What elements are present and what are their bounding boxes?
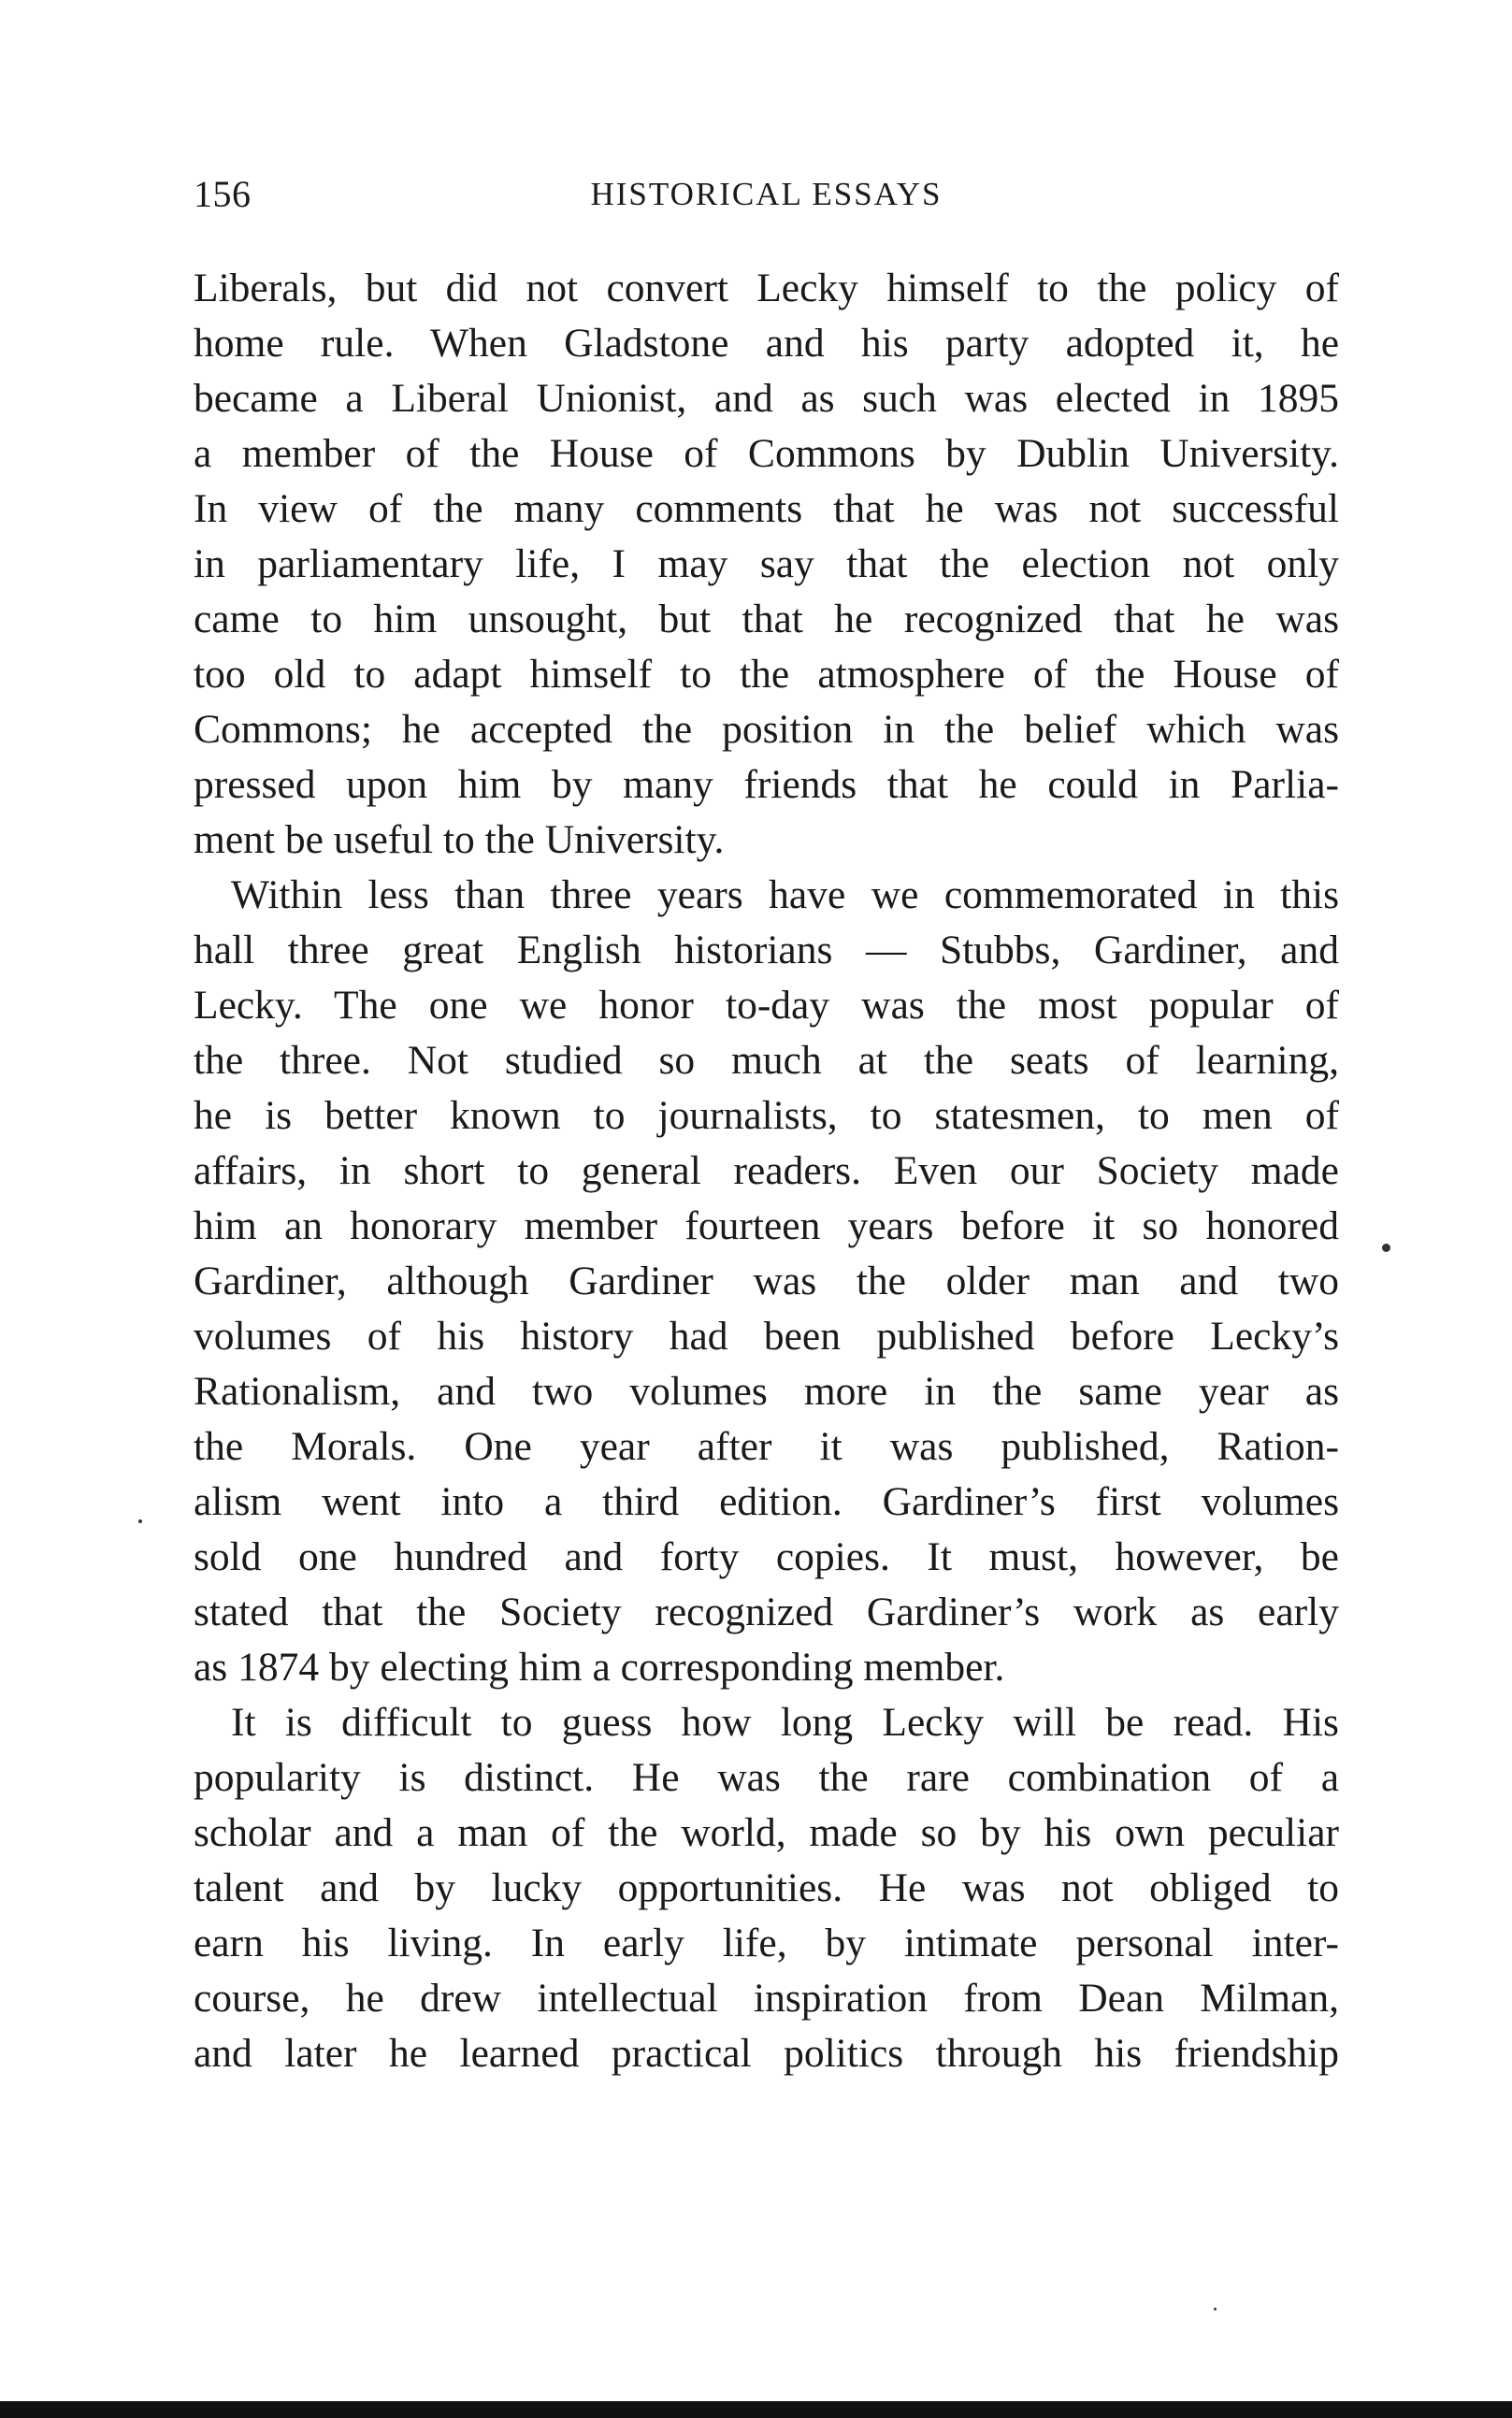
body-text <box>194 261 1339 2081</box>
paragraph-2 <box>194 868 1339 1695</box>
text-line: scholar and a man of the world, made so by his own peculiar <box>194 1810 1339 1855</box>
text-line: earn his living. In early life, by intimate personal inter- <box>194 1921 1339 1965</box>
text-line: became a Liberal Unionist, and as such was elected in 1895 <box>194 376 1339 421</box>
paragraph-1 <box>194 261 1339 868</box>
text-line: Lecky. The one we honor to-day was the most popular of <box>194 983 1339 1028</box>
text-line: he is better known to journalists, to statesmen, to men of <box>194 1093 1339 1138</box>
text-line: hall three great English historians — Stubbs, Gardiner, and <box>194 928 1339 972</box>
text-line: Within less than three years have we commemorated in this <box>231 872 1339 917</box>
text-line: Rationalism, and two volumes more in the same year as <box>194 1369 1339 1414</box>
text-line: a member of the House of Commons by Dublin University. <box>194 431 1339 476</box>
bottom-scan-edge <box>0 2401 1512 2418</box>
paragraph-3 <box>194 1695 1339 2081</box>
text-line: him an honorary member fourteen years before it so honored <box>194 1203 1339 1248</box>
page-number: 156 <box>194 173 252 215</box>
text-line: sold one hundred and forty copies. It must, however, be <box>194 1534 1339 1579</box>
text-line: the three. Not studied so much at the seats of learning, <box>194 1038 1339 1083</box>
text-line: ment be useful to the University. <box>194 817 725 862</box>
text-line: stated that the Society recognized Gardiner’s work as early <box>194 1590 1339 1634</box>
text-line: alism went into a third edition. Gardiner’s first volumes <box>194 1479 1339 1524</box>
running-title: HISTORICAL ESSAYS <box>590 176 943 212</box>
text-line: the Morals. One year after it was published, Ration- <box>194 1424 1339 1469</box>
text-line: as 1874 by electing him a corresponding member. <box>194 1645 1005 1690</box>
text-line: pressed upon him by many friends that he could in Parlia- <box>194 762 1339 807</box>
text-line: volumes of his history had been published before Lecky’s <box>194 1314 1339 1359</box>
text-line: came to him unsought, but that he recognized that he was <box>194 597 1339 641</box>
text-line: In view of the many comments that he was not successful <box>194 486 1339 531</box>
scan-speck <box>138 1519 142 1523</box>
text-line: home rule. When Gladstone and his party adopted it, he <box>194 321 1339 366</box>
text-line: too old to adapt himself to the atmosphere of the House of <box>194 652 1339 697</box>
scan-speck <box>1214 2308 1217 2310</box>
text-line: Gardiner, although Gardiner was the older man and two <box>194 1259 1339 1303</box>
text-line: Liberals, but did not convert Lecky himself to the policy of <box>194 266 1339 310</box>
text-line: in parliamentary life, I may say that the election not only <box>194 541 1339 586</box>
text-line: and later he learned practical politics through his friendship <box>194 2031 1339 2076</box>
text-line: It is difficult to guess how long Lecky will be read. His <box>231 1700 1339 1745</box>
text-line: talent and by lucky opportunities. He was not obliged to <box>194 1865 1339 1910</box>
running-head <box>194 166 1339 223</box>
text-line: popularity is distinct. He was the rare combination of a <box>194 1755 1339 1800</box>
text-line: course, he drew intellectual inspiration from Dean Milman, <box>194 1976 1339 2021</box>
text-line: Commons; he accepted the position in the belief which was <box>194 707 1339 752</box>
scan-speck <box>1382 1244 1390 1252</box>
text-line: affairs, in short to general readers. Even our Society made <box>194 1148 1339 1193</box>
